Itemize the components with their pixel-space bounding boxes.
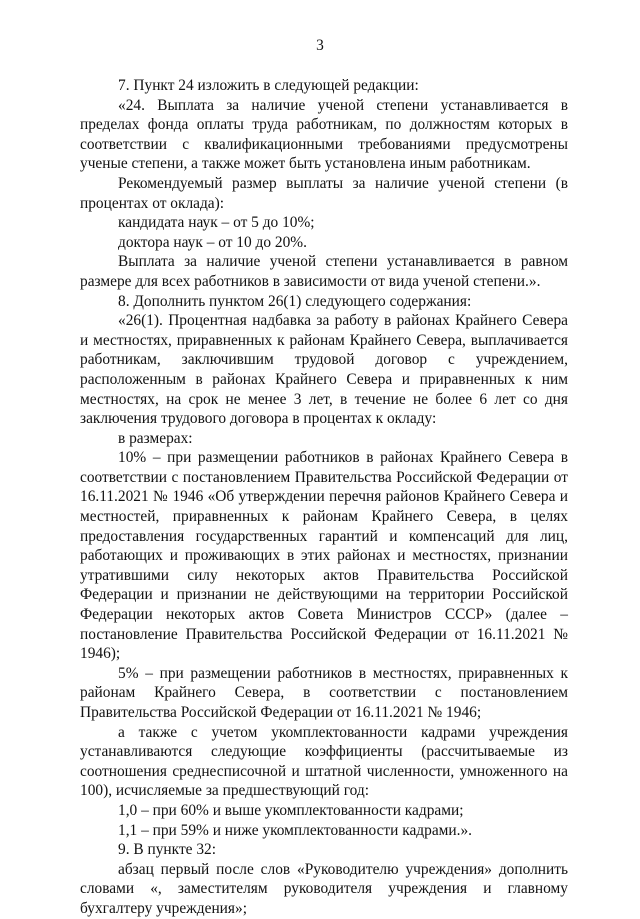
paragraph-first-abzac: абзац первый после слов «Руководителю учреждения» дополнить словами «, заместителям руководителя учреждения и главному бухгалтеру учреждения»; bbox=[80, 860, 568, 917]
paragraph-item-9: 9. В пункте 32: bbox=[118, 841, 217, 859]
paragraph-doctor: доктора наук – от 10 до 20%. bbox=[118, 233, 307, 251]
paragraph-five-percent: 5% – при размещении работников в местностях, приравненных к районам Крайнего Севера, в соответствии с постановлением Правительства Российской Федерации от 16.11.2021 № 1946; bbox=[80, 664, 568, 721]
paragraph-item-24-text: «24. Выплата за наличие ученой степени устанавливается в пределах фонда оплаты труда работникам, по должностям которых в соответствии с квалификационными требованиями предусмотрены ученые степени, а также может быть установлена иным работникам. bbox=[80, 96, 568, 173]
document-body bbox=[80, 76, 568, 919]
paragraph-item-26-1-text: «26(1). Процентная надбавка за работу в районах Крайнего Севера и местностях, приравненных к районам Крайнего Севера, выплачивается работникам, заключившим трудовой договор с учреждением, расположенным в районах Крайнего Севера и приравненных к ним местностях, на срок не менее 3 лет, в течение не более 6 лет со дня заключения трудового договора в процентах к окладу: bbox=[80, 312, 568, 428]
paragraph-coef-1-1: 1,1 – при 59% и ниже укомплектованности кадрами.». bbox=[118, 821, 473, 839]
paragraph-coef-1-0: 1,0 – при 60% и выше укомплектованности кадрами; bbox=[118, 801, 464, 819]
paragraph-in-amounts: в размерах: bbox=[118, 429, 193, 447]
paragraph-item-8: 8. Дополнить пунктом 26(1) следующего содержания: bbox=[118, 292, 472, 310]
paragraph-recommended-size: Рекомендуемый размер выплаты за наличие ученой степени (в процентах от оклада): bbox=[80, 174, 568, 212]
paragraph-equal-size: Выплата за наличие ученой степени устанавливается в равном размере для всех работников в зависимости от вида ученой степени.». bbox=[80, 253, 568, 290]
paragraph-item-7: 7. Пункт 24 изложить в следующей редакции: bbox=[118, 77, 419, 94]
page-number: 3 bbox=[316, 37, 324, 54]
paragraph-candidate: кандидата наук – от 5 до 10%; bbox=[118, 214, 315, 232]
paragraph-coefficients: а также с учетом укомплектованности кадрами учреждения устанавливаются следующие коэффициенты (рассчитываемые из соотношения среднесписочной и штатной численности, умноженного на 100), исчисляемые за предшествующий год: bbox=[80, 723, 568, 800]
paragraph-ten-percent: 10% – при размещении работников в районах Крайнего Севера в соответствии с постановлением Правительства Российской Федерации от 16.11.2021 № 1946 «Об утверждении перечня районов Крайнего Севера и местностей, приравненных к районам Крайнего Севера, в целях предоставления государственных гарантий и компенсаций для лиц, работающих и проживающих в этих районах и местностях, признании утратившими силу некоторых актов Правительства Российской Федерации и признании не действующими на территории Российской Федерации некоторых актов Совета Министров СССР» (далее – постановление Правительства Российской Федерации от 16.11.2021 № 1946); bbox=[80, 449, 568, 663]
